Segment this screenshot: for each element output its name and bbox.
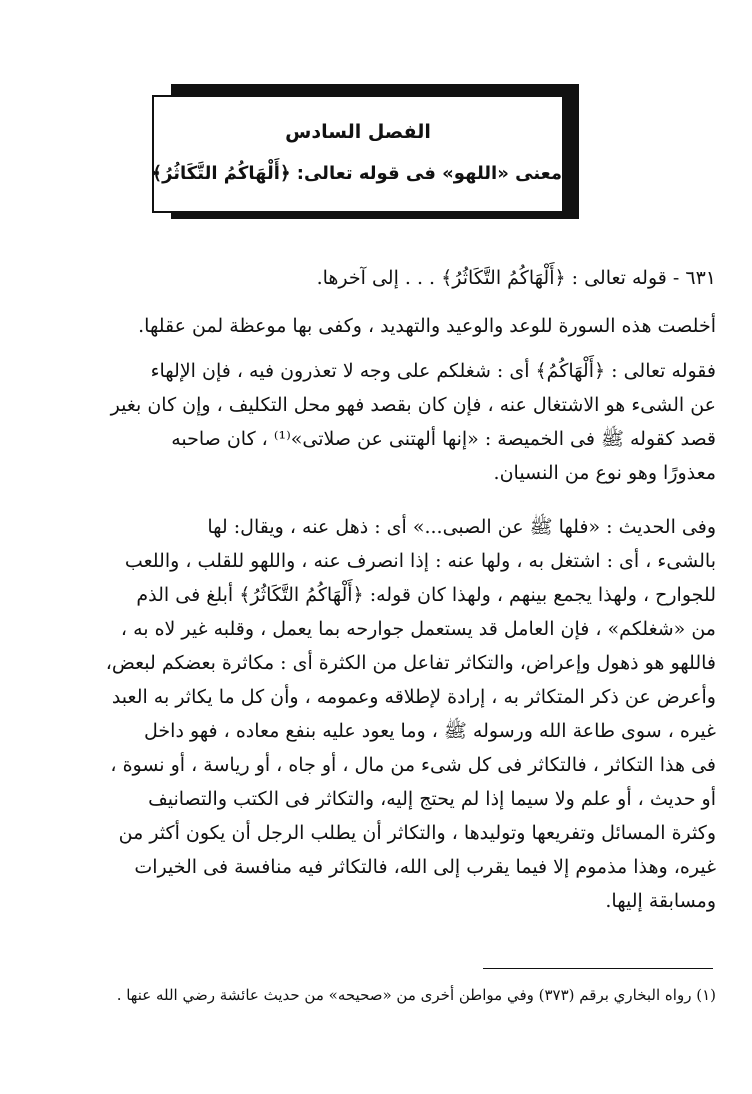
text-line: قصد كقوله ﷺ فى الخميصة : «إنها ألهتنى عن صلاتى»⁽¹⁾ ، كان صاحبه — [171, 428, 716, 450]
text-line: معذورًا وهو نوع من النسيان. — [493, 462, 716, 484]
text-line: عن الشىء هو الاشتغال عنه ، فإن كان بقصد فهو محل التكليف ، وإن كان بغير — [110, 394, 716, 416]
text-line: وفى الحديث : «فلها ﷺ عن الصبى...» أى : ذهل عنه ، ويقال: لها — [207, 516, 716, 538]
text-line: غيره ، سوى طاعة الله ورسوله ﷺ ، وما يعود عليه بنفع معاده ، فهو داخل — [144, 720, 716, 742]
chapter-title-box — [152, 95, 564, 213]
paragraph-intro — [36, 261, 716, 295]
footnote: (١) رواه البخاري برقم (٣٧٣) وفي مواطن أخرى من «صحيحه» من حديث عائشة رضي الله عنها . — [116, 986, 716, 1004]
text-line: ومسابقة إليها. — [605, 890, 716, 912]
text-line: بالشىء ، أى : اشتغل به ، ولها عنه : إذا انصرف عنه ، واللهو للقلب ، واللعب — [124, 550, 716, 572]
text-line: غيره، وهذا مذموم إلا فيما يقرب إلى الله، فالتكاثر فيه منافسة فى الخيرات — [134, 856, 716, 878]
text-line: أو حديث ، أو علم ولا سيما إذا لم يحتج إليه، والتكاثر فى الكتب والتصانيف — [148, 788, 716, 810]
chapter-subtitle: معنى «اللهو» فى قوله تعالى: ﴿أَلْهَاكُمُ التَّكَاثُرُ﴾ — [151, 163, 562, 184]
text-line: وكثرة المسائل وتفريعها وتوليدها ، والتكاثر أن يطلب الرجل أن يكون أكثر من — [118, 822, 716, 844]
footnote-divider — [483, 968, 713, 969]
text-line: وأعرض عن ذكر المتكاثر به ، إرادة لإطلاقه وعمومه ، وأن كل ما يكاثر به العبد — [111, 686, 716, 708]
paragraph-summary — [36, 309, 716, 343]
text-line: ٦٣١ - قوله تعالى : ﴿أَلْهَاكُمُ التَّكَاثُرُ﴾ . . . إلى آخرها. — [316, 267, 716, 289]
chapter-heading: الفصل السادس — [285, 121, 431, 143]
text-line: فاللهو هو ذهول وإعراض، والتكاثر تفاعل من الكثرة أى : مكاثرة بعضكم لبعض، — [105, 652, 716, 674]
text-line: من «شغلكم» ، فإن العامل قد يستعمل جوارحه بما يعمل ، وقلبه غير لاه به ، — [120, 618, 716, 640]
text-line: فقوله تعالى : ﴿أَلْهَاكُمُ﴾ أى : شغلكم على وجه لا تعذرون فيه ، فإن الإلهاء — [150, 360, 716, 382]
text-line: فى هذا التكاثر ، فالتكاثر فى كل شىء من مال ، أو جاه ، أو رياسة ، أو نسوة ، — [110, 754, 716, 776]
text-line: أخلصت هذه السورة للوعد والوعيد والتهديد ، وكفى بها موعظة لمن عقلها. — [138, 315, 716, 337]
paragraph-ilha-meaning — [36, 354, 716, 490]
paragraph-hadith-takathur — [36, 510, 716, 918]
text-line: للجوارح ، ولهذا يجمع بينهم ، ولهذا كان قوله: ﴿أَلْهَاكُمُ التَّكَاثُرُ﴾ أبلغ فى الذم — [136, 584, 716, 606]
